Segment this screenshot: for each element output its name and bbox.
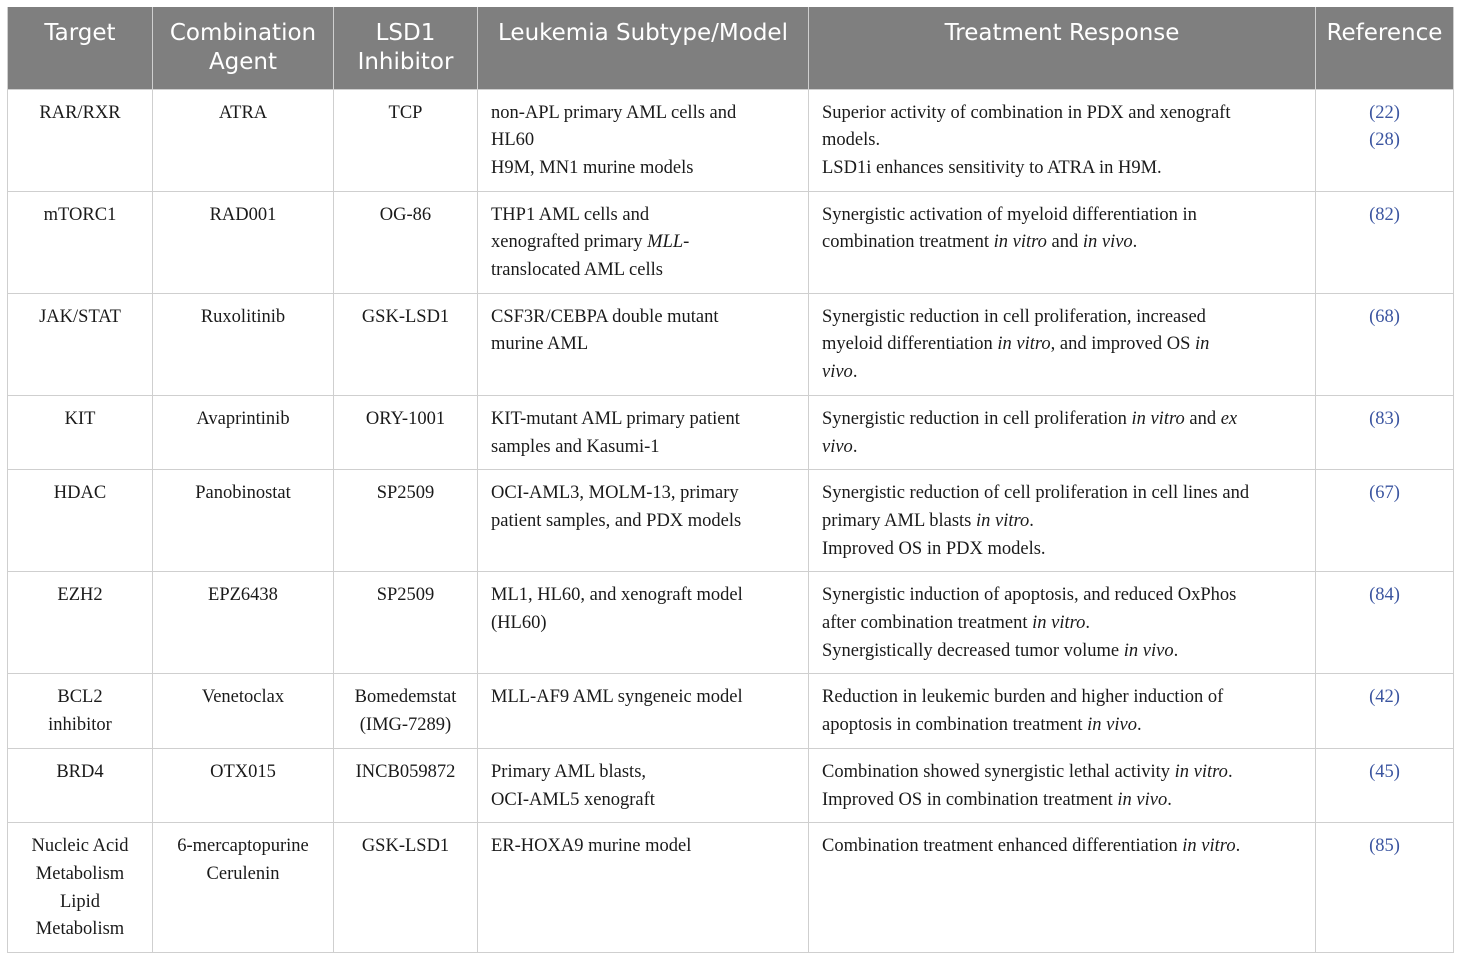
cell-treatment-response-line xyxy=(822,759,1302,787)
text-segment: and xyxy=(1184,408,1221,429)
cell-target-line: RAR/RXR xyxy=(39,102,121,123)
text-segment: xenografted primary xyxy=(491,232,648,253)
text-segment: Superior activity of combination in PDX and xenograft xyxy=(822,102,1231,123)
text-segment: Improved OS in PDX models. xyxy=(822,538,1046,559)
italic-text: ex xyxy=(1220,408,1238,429)
cell-treatment-response-line xyxy=(822,508,1302,536)
text-segment: H9M, MN1 murine models xyxy=(491,157,694,178)
cell-target-line: Metabolism xyxy=(35,863,125,884)
text-segment: . xyxy=(1132,232,1138,253)
cell-treatment-response-line xyxy=(822,787,1302,815)
reference-link[interactable]: (67) xyxy=(1369,483,1400,504)
cell-leukemia-model-line xyxy=(491,610,795,638)
text-segment: OCI-AML5 xenograft xyxy=(491,789,655,810)
col-header-target xyxy=(8,7,153,89)
italic-text: in xyxy=(1195,334,1210,355)
text-segment: . xyxy=(852,436,858,457)
cell-target-line: BRD4 xyxy=(56,761,104,782)
cell-treatment-response-line xyxy=(822,684,1302,712)
cell-leukemia-model xyxy=(478,191,809,293)
header-label-line: Combination xyxy=(169,20,317,46)
table-row xyxy=(8,674,1454,748)
cell-lsd1-inhibitor xyxy=(334,470,478,572)
cell-lsd1-inhibitor-line: SP2509 xyxy=(376,483,435,504)
italic-text: in vivo xyxy=(1117,789,1168,810)
text-segment: apoptosis in combination treatment xyxy=(822,715,1088,736)
cell-lsd1-inhibitor xyxy=(334,191,478,293)
cell-lsd1-inhibitor-line: GSK-LSD1 xyxy=(361,836,450,857)
text-segment: Combination showed synergistic lethal activity xyxy=(822,761,1175,782)
header-label-line: Treatment Response xyxy=(944,20,1180,46)
text-segment: Synergistic activation of myeloid differentiation in xyxy=(822,204,1197,225)
cell-leukemia-model-line xyxy=(491,480,795,508)
cell-lsd1-inhibitor-line: TCP xyxy=(388,102,423,123)
text-segment: MLL-AF9 AML syngeneic model xyxy=(491,687,743,708)
cell-leukemia-model-line xyxy=(491,229,795,257)
text-segment: - xyxy=(683,232,690,253)
reference-link[interactable]: (22) xyxy=(1369,102,1400,123)
cell-combination-agent-line: Panobinostat xyxy=(195,483,291,504)
table-row xyxy=(8,89,1454,191)
cell-lsd1-inhibitor xyxy=(334,572,478,674)
cell-leukemia-model-line xyxy=(491,787,795,815)
cell-leukemia-model-line xyxy=(491,434,795,462)
cell-reference xyxy=(1316,572,1454,674)
cell-treatment-response-line xyxy=(822,304,1302,332)
cell-reference xyxy=(1316,470,1454,572)
cell-lsd1-inhibitor-line: OG-86 xyxy=(379,204,432,225)
cell-leukemia-model xyxy=(478,470,809,572)
table-row xyxy=(8,748,1454,822)
cell-lsd1-inhibitor xyxy=(334,89,478,191)
cell-combination-agent-line: Avaprintinib xyxy=(196,408,290,429)
cell-lsd1-inhibitor-line: ORY-1001 xyxy=(365,408,446,429)
cell-leukemia-model-line xyxy=(491,331,795,359)
reference-link[interactable]: (82) xyxy=(1369,204,1400,225)
text-segment: Synergistic reduction in cell proliferation, increased xyxy=(822,306,1206,327)
col-header-combination-agent xyxy=(153,7,334,89)
cell-treatment-response-line xyxy=(822,100,1302,128)
text-segment: translocated AML cells xyxy=(491,260,663,281)
cell-treatment-response-line xyxy=(822,610,1302,638)
cell-combination-agent-line: RAD001 xyxy=(209,204,277,225)
cell-combination-agent xyxy=(153,674,334,748)
cell-leukemia-model xyxy=(478,572,809,674)
cell-target-line: KIT xyxy=(64,408,96,429)
cell-target xyxy=(8,395,153,469)
cell-leukemia-model-line xyxy=(491,406,795,434)
cell-leukemia-model xyxy=(478,293,809,395)
reference-link[interactable]: (84) xyxy=(1369,585,1400,606)
text-segment: after combination treatment xyxy=(822,613,1033,634)
text-segment: samples and Kasumi-1 xyxy=(491,436,660,457)
cell-reference xyxy=(1316,89,1454,191)
cell-target-line: Nucleic Acid xyxy=(31,836,129,857)
italic-text: in vitro xyxy=(993,232,1047,253)
cell-lsd1-inhibitor xyxy=(334,674,478,748)
cell-target-line: inhibitor xyxy=(48,715,112,736)
cell-treatment-response xyxy=(809,89,1316,191)
text-segment: . xyxy=(1136,715,1142,736)
text-segment: patient samples, and PDX models xyxy=(491,510,742,531)
cell-combination-agent xyxy=(153,470,334,572)
cell-target xyxy=(8,748,153,822)
text-segment: KIT-mutant AML primary patient xyxy=(491,408,740,429)
text-segment: and xyxy=(1046,232,1083,253)
cell-target xyxy=(8,674,153,748)
cell-reference xyxy=(1316,395,1454,469)
cell-treatment-response xyxy=(809,191,1316,293)
text-segment: models. xyxy=(822,130,881,151)
italic-text: in vivo xyxy=(1082,232,1133,253)
italic-text: in vitro xyxy=(1182,836,1236,857)
cell-leukemia-model-line xyxy=(491,155,795,183)
cell-lsd1-inhibitor xyxy=(334,748,478,822)
table-row xyxy=(8,293,1454,395)
cell-target-line: mTORC1 xyxy=(43,204,117,225)
cell-combination-agent-line: Venetoclax xyxy=(201,687,285,708)
italic-text: in vivo xyxy=(1087,715,1137,736)
text-segment: murine AML xyxy=(491,334,589,355)
text-segment: Primary AML blasts, xyxy=(491,761,647,782)
cell-treatment-response-line xyxy=(822,638,1302,666)
cell-reference xyxy=(1316,748,1454,822)
text-segment: Synergistically decreased tumor volume xyxy=(822,640,1124,661)
italic-text: in vitro xyxy=(1032,613,1086,634)
text-segment: Synergistic reduction of cell proliferation in cell lines and xyxy=(822,483,1250,504)
cell-target-line: EZH2 xyxy=(57,585,103,606)
cell-leukemia-model-line xyxy=(491,100,795,128)
cell-reference xyxy=(1316,293,1454,395)
cell-lsd1-inhibitor-line: Bomedemstat xyxy=(354,687,457,708)
cell-lsd1-inhibitor xyxy=(334,395,478,469)
cell-target xyxy=(8,470,153,572)
col-header-reference xyxy=(1316,7,1454,89)
cell-target xyxy=(8,191,153,293)
cell-combination-agent-line: Ruxolitinib xyxy=(200,306,286,327)
cell-treatment-response-line xyxy=(822,536,1302,564)
text-segment: Synergistic reduction in cell proliferation xyxy=(822,408,1132,429)
text-segment: primary AML blasts xyxy=(822,510,976,531)
table-row xyxy=(8,572,1454,674)
cell-target xyxy=(8,823,153,953)
cell-reference xyxy=(1316,674,1454,748)
reference-link[interactable]: (42) xyxy=(1369,687,1400,708)
header-label-line: LSD1 xyxy=(375,20,436,46)
text-segment: . xyxy=(1085,613,1091,634)
text-segment: Synergistic induction of apoptosis, and reduced OxPhos xyxy=(822,585,1237,606)
italic-text: in vivo xyxy=(1123,640,1174,661)
cell-combination-agent xyxy=(153,748,334,822)
cell-target-line: JAK/STAT xyxy=(39,306,121,327)
italic-text: in vitro xyxy=(997,334,1051,355)
text-segment: LSD1i enhances sensitivity to ATRA in H9M. xyxy=(822,157,1162,178)
header-label-line: Inhibitor xyxy=(357,49,454,75)
text-segment: Combination treatment enhanced differentiation xyxy=(822,836,1183,857)
cell-treatment-response-line xyxy=(822,359,1302,387)
text-segment: myeloid differentiation xyxy=(822,334,998,355)
combination-therapy-table xyxy=(7,7,1454,953)
cell-reference xyxy=(1316,191,1454,293)
cell-combination-agent xyxy=(153,89,334,191)
reference-link[interactable]: (28) xyxy=(1369,130,1400,151)
text-segment: Improved OS in combination treatment xyxy=(822,789,1118,810)
cell-combination-agent-line: EPZ6438 xyxy=(208,585,278,606)
text-segment: HL60 xyxy=(491,130,535,151)
cell-leukemia-model-line xyxy=(491,684,795,712)
cell-leukemia-model-line xyxy=(491,127,795,155)
reference-link[interactable]: (83) xyxy=(1369,408,1400,429)
text-segment: Reduction in leukemic burden and higher induction of xyxy=(822,687,1224,708)
reference-link[interactable]: (85) xyxy=(1369,836,1400,857)
table-header xyxy=(8,7,1454,89)
text-segment: . xyxy=(1227,761,1233,782)
table-row xyxy=(8,395,1454,469)
cell-combination-agent-line: OTX015 xyxy=(210,761,276,782)
cell-combination-agent-line: 6-mercaptopurine xyxy=(177,836,309,857)
text-segment: THP1 AML cells and xyxy=(491,204,650,225)
cell-target xyxy=(8,89,153,191)
cell-leukemia-model xyxy=(478,823,809,953)
reference-link[interactable]: (45) xyxy=(1369,761,1400,782)
cell-target-line: HDAC xyxy=(53,483,107,504)
cell-leukemia-model-line xyxy=(491,582,795,610)
italic-text: MLL xyxy=(647,232,684,253)
cell-treatment-response-line xyxy=(822,434,1302,462)
cell-combination-agent-line: ATRA xyxy=(218,102,268,123)
cell-leukemia-model xyxy=(478,748,809,822)
text-segment: OCI-AML3, MOLM-13, primary xyxy=(491,483,739,504)
italic-text: in vitro xyxy=(1174,761,1228,782)
table-row xyxy=(8,470,1454,572)
cell-treatment-response-line xyxy=(822,406,1302,434)
italic-text: vivo xyxy=(822,436,853,457)
cell-leukemia-model-line xyxy=(491,257,795,285)
table-row xyxy=(8,191,1454,293)
cell-target xyxy=(8,572,153,674)
cell-combination-agent xyxy=(153,572,334,674)
cell-leukemia-model-line xyxy=(491,508,795,536)
col-header-leukemia-subtype xyxy=(478,7,809,89)
cell-treatment-response xyxy=(809,823,1316,953)
text-segment: ML1, HL60, and xenograft model xyxy=(491,585,743,606)
text-segment: . xyxy=(1173,640,1179,661)
italic-text: in vitro xyxy=(975,510,1030,531)
cell-treatment-response-line xyxy=(822,127,1302,155)
table-row xyxy=(8,823,1454,953)
text-segment: . xyxy=(852,362,858,383)
cell-treatment-response-line xyxy=(822,229,1302,257)
cell-lsd1-inhibitor-line: (IMG-7289) xyxy=(359,715,452,736)
cell-lsd1-inhibitor xyxy=(334,293,478,395)
cell-combination-agent-line: Cerulenin xyxy=(206,863,280,884)
cell-treatment-response-line xyxy=(822,202,1302,230)
cell-leukemia-model-line xyxy=(491,304,795,332)
col-header-treatment-response xyxy=(809,7,1316,89)
header-label-line: Leukemia Subtype/Model xyxy=(498,20,788,46)
cell-leukemia-model xyxy=(478,89,809,191)
cell-leukemia-model-line xyxy=(491,833,795,861)
cell-leukemia-model xyxy=(478,395,809,469)
cell-treatment-response-line xyxy=(822,712,1302,740)
cell-treatment-response-line xyxy=(822,480,1302,508)
cell-lsd1-inhibitor-line: GSK-LSD1 xyxy=(361,306,450,327)
text-segment: non-APL primary AML cells and xyxy=(491,102,737,123)
header-label-line: Target xyxy=(44,20,116,46)
text-segment: ER-HOXA9 murine model xyxy=(491,836,692,857)
reference-link[interactable]: (68) xyxy=(1369,306,1400,327)
cell-treatment-response xyxy=(809,748,1316,822)
text-segment: . xyxy=(1029,510,1034,531)
cell-leukemia-model-line xyxy=(491,759,795,787)
cell-lsd1-inhibitor-line: SP2509 xyxy=(376,585,435,606)
cell-treatment-response xyxy=(809,395,1316,469)
text-segment: , and improved OS xyxy=(1050,334,1196,355)
table-body xyxy=(8,89,1454,953)
cell-lsd1-inhibitor xyxy=(334,823,478,953)
text-segment: . xyxy=(1235,836,1241,857)
text-segment: (HL60) xyxy=(491,613,547,634)
cell-leukemia-model xyxy=(478,674,809,748)
cell-lsd1-inhibitor-line: INCB059872 xyxy=(355,761,456,782)
header-label-line: Reference xyxy=(1326,20,1443,46)
cell-treatment-response-line xyxy=(822,833,1302,861)
col-header-lsd1-inhibitor xyxy=(334,7,478,89)
cell-treatment-response xyxy=(809,674,1316,748)
cell-combination-agent xyxy=(153,191,334,293)
cell-reference xyxy=(1316,823,1454,953)
cell-treatment-response-line xyxy=(822,155,1302,183)
cell-target xyxy=(8,293,153,395)
cell-treatment-response xyxy=(809,572,1316,674)
text-segment: combination treatment xyxy=(822,232,994,253)
cell-target-line: Metabolism xyxy=(35,919,125,940)
cell-target-line: Lipid xyxy=(59,891,101,912)
text-segment: CSF3R/CEBPA double mutant xyxy=(491,306,719,327)
header-row xyxy=(8,7,1454,89)
text-segment: . xyxy=(1167,789,1172,810)
cell-treatment-response xyxy=(809,293,1316,395)
cell-leukemia-model-line xyxy=(491,202,795,230)
header-label-line: Agent xyxy=(208,49,278,75)
cell-combination-agent xyxy=(153,395,334,469)
cell-treatment-response xyxy=(809,470,1316,572)
cell-combination-agent xyxy=(153,293,334,395)
data-table-container xyxy=(7,7,1453,953)
cell-combination-agent xyxy=(153,823,334,953)
cell-treatment-response-line xyxy=(822,331,1302,359)
cell-target-line: BCL2 xyxy=(57,687,103,708)
cell-treatment-response-line xyxy=(822,582,1302,610)
italic-text: vivo xyxy=(822,362,853,383)
italic-text: in vitro xyxy=(1131,408,1185,429)
